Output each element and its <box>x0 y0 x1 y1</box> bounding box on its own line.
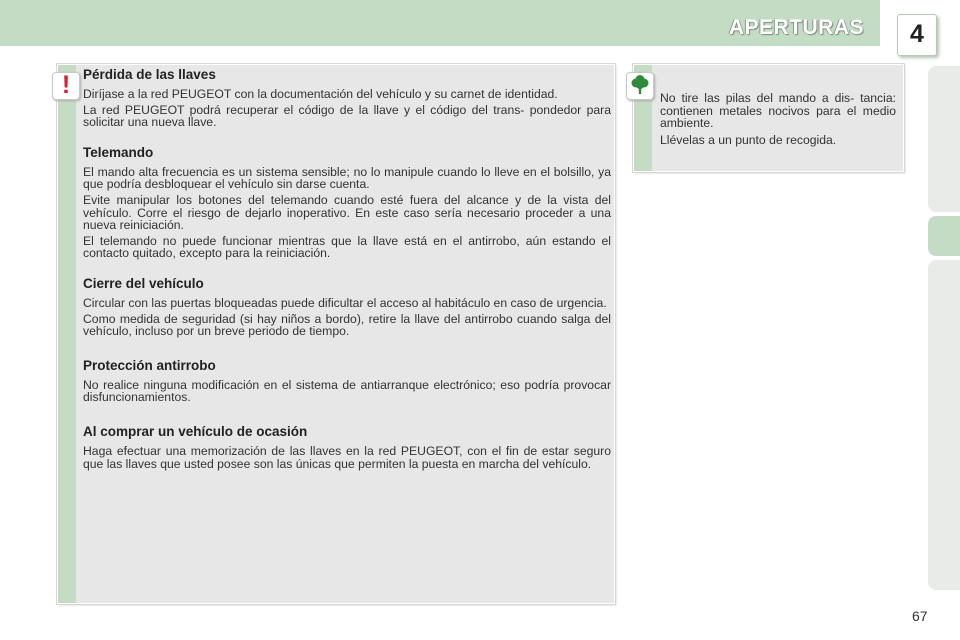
chapter-number: 4 <box>910 20 924 48</box>
paragraph: La red PEUGEOT podrá recuperar el código de la llave y el código del trans- pondedor para solicitar una nueva llave. <box>83 102 611 130</box>
warning-panel-strip <box>58 65 76 603</box>
side-tab-current <box>928 216 960 256</box>
section-heading: Cierre del vehículo <box>83 275 204 291</box>
section-heading: Protección antirrobo <box>83 357 216 373</box>
page-number: 67 <box>912 608 928 624</box>
warning-panel-content <box>83 67 611 486</box>
paragraph: El telemando no puede funcionar mientras que la llave está en el antirrobo, aún estando el contacto quitado, excepto para la reiniciación. <box>83 233 611 261</box>
paragraph: Llévelas a un punto de recogida. <box>660 132 837 147</box>
paragraph: El mando alta frecuencia es un sistema sensible; no lo manipule cuando lo lleve en el bolsillo, ya que podría desbloquear el vehículo sin darse cuenta. <box>83 164 611 192</box>
section-vehicle-locking <box>83 276 611 338</box>
section-heading: Telemando <box>83 144 154 160</box>
paragraph: Circular con las puertas bloqueadas puede dificultar el acceso al habitáculo en caso de urgencia. <box>83 295 607 310</box>
tree-eco-icon <box>626 72 654 100</box>
eco-panel-content <box>660 92 896 150</box>
paragraph: Evite manipular los botones del telemando cuando esté fuera del alcance y de la vista del vehículo. Corre el riesgo de dejarlo inoperativo. En este caso sería necesario proceder a una nueva reiniciación. <box>83 192 611 233</box>
section-heading: Al comprar un vehículo de ocasión <box>83 423 308 439</box>
section-lost-keys <box>83 67 611 129</box>
paragraph: Haga efectuar una memorización de las llaves en la red PEUGEOT, con el fin de estar seguro que las llaves que usted posee son las únicas que permiten la puesta en marcha del vehículo. <box>83 443 611 471</box>
section-anti-theft <box>83 358 611 404</box>
section-heading: Pérdida de las llaves <box>83 67 216 82</box>
exclamation-warning-icon: ! <box>52 72 80 100</box>
section-remote-control <box>83 145 611 260</box>
side-tab-next <box>928 260 960 590</box>
paragraph: No realice ninguna modificación en el sistema de antiarranque electrónico; eso podría provocar disfuncionamientos. <box>83 377 611 405</box>
section-used-vehicle <box>83 424 611 470</box>
page-title: APERTURAS <box>728 16 864 39</box>
paragraph: Como medida de seguridad (si hay niños a bordo), retire la llave del antirrobo cuando salga del vehículo, incluso por un breve periodo de tiempo. <box>83 311 611 339</box>
paragraph: Diríjase a la red PEUGEOT con la documentación del vehículo y su carnet de identidad. <box>83 87 558 101</box>
paragraph: No tire las pilas del mando a dis- tancia: contienen metales nocivos para el medio ambiente. <box>660 91 896 131</box>
chapter-tab <box>897 14 937 56</box>
side-tab-previous <box>928 66 960 212</box>
